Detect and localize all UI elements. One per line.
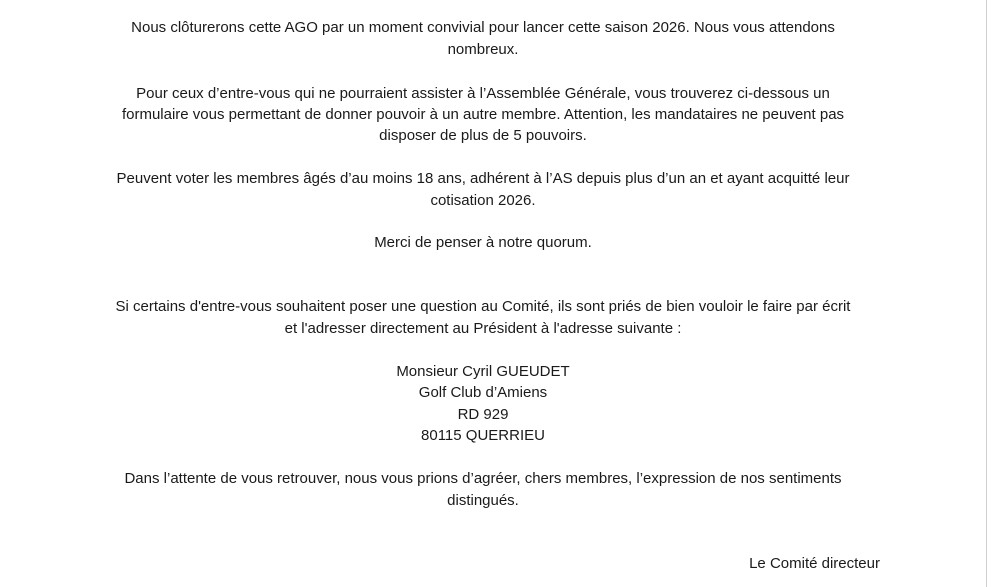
address-name: Monsieur Cyril GUEUDET [396, 363, 570, 380]
paragraph-questions-line-1: Si certains d'entre-vous souhaitent poser une question au Comité, ils sont priés de bien vouloir le faire par écrit [115, 298, 851, 315]
paragraph-convivial-line-2: nombreux. [447, 41, 519, 58]
signature: Le Comité directeur [749, 555, 880, 572]
paragraph-proxy-line-2: formulaire vous permettant de donner pouvoir à un autre membre. Attention, les mandataires ne peuvent pas [121, 106, 845, 123]
paragraph-questions-line-2: et l'adresser directement au Président à l'adresse suivante : [284, 320, 682, 337]
paragraph-proxy-line-3: disposer de plus de 5 pouvoirs. [379, 127, 587, 144]
paragraph-convivial-line-1: Nous clôturerons cette AGO par un moment convivial pour lancer cette saison 2026. Nous vous attendons [131, 19, 835, 36]
scrollbar-gutter[interactable] [987, 0, 1008, 587]
address-club: Golf Club d’Amiens [418, 384, 548, 401]
address-road: RD 929 [457, 406, 509, 423]
paragraph-voting-line-1: Peuvent voter les membres âgés d’au moins 18 ans, adhérent à l’AS depuis plus d’un an et ayant acquitté leur [116, 170, 850, 187]
closing-line-1: Dans l’attente de vous retrouver, nous vous prions d’agréer, chers membres, l’expression de nos sentiments [124, 470, 842, 487]
paragraph-quorum: Merci de penser à notre quorum. [374, 234, 592, 251]
closing-line-2: distingués. [447, 492, 519, 509]
paragraph-proxy-line-1: Pour ceux d’entre-vous qui ne pourraient assister à l’Assemblée Générale, vous trouverez ci-dessous un [136, 85, 830, 102]
paragraph-voting-line-2: cotisation 2026. [430, 192, 536, 209]
address-city: 80115 QUERRIEU [421, 427, 545, 444]
